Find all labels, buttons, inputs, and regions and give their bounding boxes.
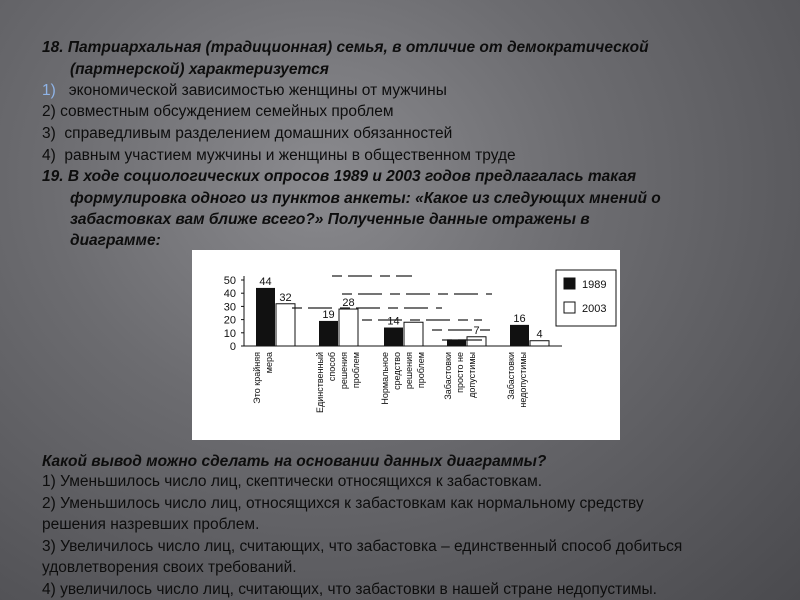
answer-3-line1: 3) Увеличилось число лиц, считающих, что забастовка – единственный способ добиться — [42, 538, 683, 555]
category-label: мера — [264, 352, 274, 374]
category-label: Это крайняя — [252, 352, 262, 404]
value-label: 16 — [513, 312, 526, 325]
y-tick-label: 50 — [223, 275, 236, 287]
category-label: Единственный — [315, 352, 325, 413]
q18-option-4 — [42, 146, 516, 166]
category-label: просто не — [455, 352, 465, 393]
bar-2003-3 — [404, 322, 423, 346]
answer-3-line2: удовлетворения своих требований. — [42, 559, 297, 576]
y-tick-label: 0 — [229, 341, 236, 353]
value-label: 28 — [342, 297, 355, 310]
q19-line2: формулировка одного из пунктов анкеты: «Какое из следующих мнений о — [70, 190, 661, 207]
q18-option-4-number: 4) — [42, 147, 56, 164]
legend-swatch-1989 — [564, 278, 575, 289]
bar-1989-3 — [384, 328, 403, 346]
y-tick-label: 10 — [223, 327, 236, 340]
legend-label-1989: 1989 — [582, 279, 607, 291]
q19-line4: диаграмме: — [70, 232, 161, 249]
value-label: 19 — [322, 308, 335, 321]
value-label: 7 — [473, 324, 480, 337]
bar-chart — [192, 250, 620, 440]
bar-2003-2 — [339, 309, 358, 346]
value-label: 4 — [536, 328, 543, 341]
q18-option-3-text: справедливым разделением домашних обязанностей — [64, 125, 453, 142]
bar-2003-5 — [530, 341, 549, 346]
q18-option-1-text: экономической зависимостью женщины от мужчины — [68, 82, 447, 99]
bar-2003-1 — [276, 304, 295, 346]
diagram — [192, 250, 620, 440]
bar-1989-5 — [510, 325, 529, 346]
q19-line1: 19. В ходе социологических опросов 1989 и 2003 годов предлагалась такая — [42, 168, 637, 185]
category-label: Нормальное — [380, 352, 390, 405]
value-label: 44 — [259, 275, 272, 288]
category-label: проблем — [351, 352, 361, 389]
y-tick-label: 30 — [223, 301, 236, 314]
q19-line3: забастовках вам ближе всего?» Полученные данные отражены в — [70, 211, 590, 228]
answer-2-line2: решения назревших проблем. — [42, 516, 260, 533]
q18-option-1 — [42, 81, 447, 101]
q18-option-2-text: совместным обсуждением семейных проблем — [60, 103, 394, 120]
category-label: недопустимы — [518, 352, 528, 408]
value-label: 14 — [387, 315, 400, 328]
q18-option-3 — [42, 124, 452, 144]
q18-option-2 — [42, 102, 394, 122]
q18-option-3-number: 3) — [42, 125, 56, 142]
q18-option-4-text: равным участием мужчины и женщины в общественном труде — [64, 147, 516, 164]
y-tick-label: 40 — [223, 288, 236, 301]
category-label: проблем — [416, 352, 426, 389]
q18-title-line2: (партнерской) характеризуется — [70, 61, 329, 78]
answer-1: 1) Уменьшилось число лиц, скептически относящихся к забастовкам. — [42, 473, 543, 490]
q18-option-2-number: 2) — [42, 103, 56, 120]
category-label: Забастовки — [506, 352, 516, 400]
question-title: Какой вывод можно сделать на основании данных диаграммы? — [42, 453, 547, 470]
bar-2003-4 — [467, 337, 486, 346]
answer-4: 4) увеличилось число лиц, считающих, что забастовки в нашей стране недопустимы. — [42, 581, 657, 598]
category-label: средство — [392, 352, 402, 390]
y-tick-label: 20 — [223, 314, 236, 327]
category-label: решения — [404, 352, 414, 390]
q18-title-line1: 18. Патриархальная (традиционная) семья, в отличие от демократической — [42, 39, 649, 56]
q18-option-1-number: 1) — [42, 82, 56, 99]
category-label: Забастовки — [443, 352, 453, 400]
bar-1989-4 — [447, 339, 466, 346]
answer-2-line1: 2) Уменьшилось число лиц, относящихся к забастовкам как нормальному средству — [42, 495, 644, 512]
bar-1989-1 — [256, 288, 275, 346]
bar-1989-2 — [319, 321, 338, 346]
category-label: способ — [327, 352, 337, 382]
category-label: решения — [339, 352, 349, 390]
category-label: допустимы — [467, 352, 477, 398]
value-label: 32 — [279, 291, 292, 304]
legend-label-2003: 2003 — [582, 303, 607, 315]
